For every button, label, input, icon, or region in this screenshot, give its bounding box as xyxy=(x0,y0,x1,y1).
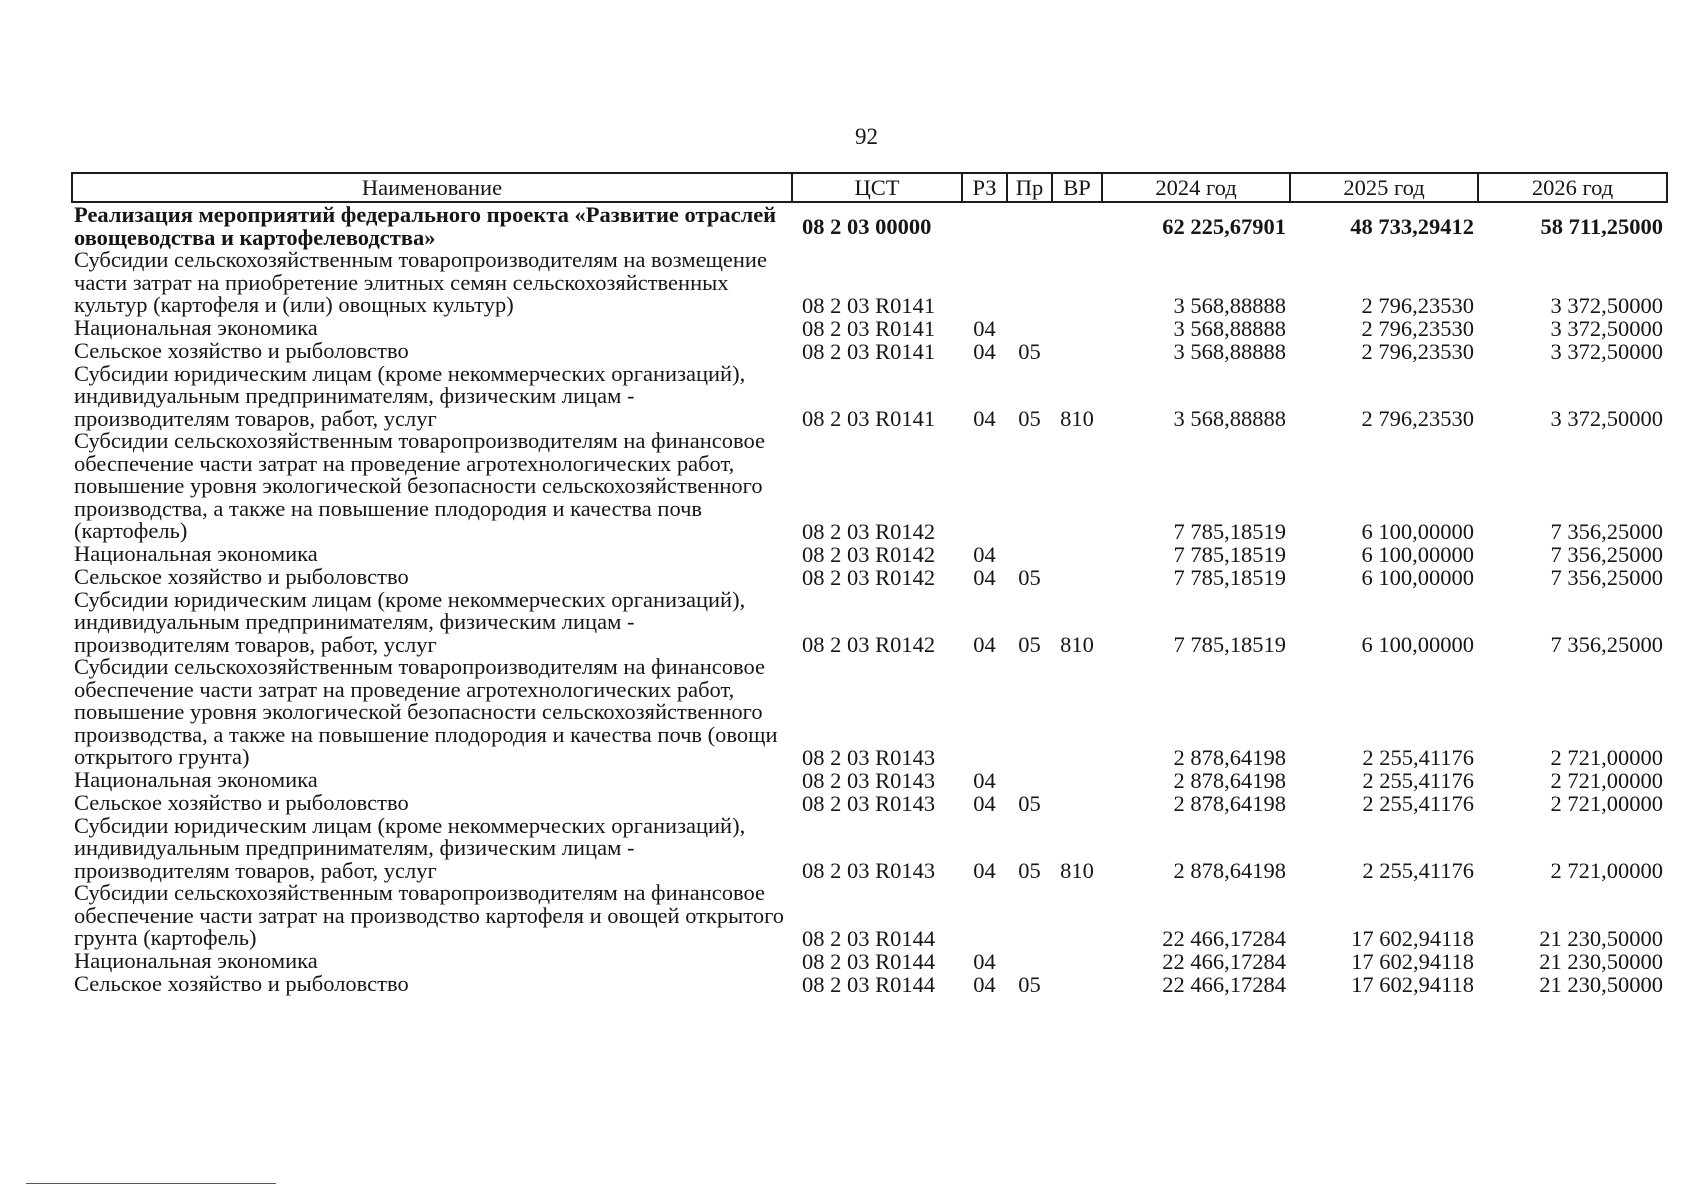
footer-rule xyxy=(26,1183,276,1184)
table-row xyxy=(72,589,1667,657)
table-body xyxy=(72,202,1667,996)
row-2024: 22 466,17284 xyxy=(1162,925,1286,951)
row-2024: 2 878,64198 xyxy=(1173,744,1286,770)
row-vr: 810 xyxy=(1060,858,1094,883)
row-rz: 04 xyxy=(973,632,996,657)
table-row xyxy=(72,973,1667,996)
row-rz: 04 xyxy=(973,541,996,567)
row-pr xyxy=(1007,543,1052,566)
row-rz: 04 xyxy=(973,790,996,816)
table-row xyxy=(72,792,1667,815)
row-2026: 2 721,00000 xyxy=(1550,858,1663,883)
row-pr: 05 xyxy=(1018,406,1041,431)
row-vr xyxy=(1052,656,1102,769)
row-2026: 7 356,25000 xyxy=(1550,564,1663,590)
row-name: Национальная экономика xyxy=(74,767,318,792)
row-cst: 08 2 03 R0141 xyxy=(802,406,936,431)
row-pr: 05 xyxy=(1018,564,1041,590)
row-rz: 04 xyxy=(973,338,996,364)
row-2026: 3 372,50000 xyxy=(1550,292,1663,318)
row-2025: 6 100,00000 xyxy=(1361,632,1474,657)
row-pr xyxy=(1007,769,1052,792)
row-2026: 2 721,00000 xyxy=(1550,767,1663,793)
row-rz xyxy=(962,656,1007,769)
row-pr xyxy=(1007,882,1052,950)
row-rz xyxy=(962,430,1007,543)
row-cst: 08 2 03 R0143 xyxy=(802,744,936,770)
row-name: Субсидии сельскохозяйственным товаропроизводителям на финансовое обеспечение части затрат на проведение агротехнологических работ, повышение уровня экологической безопасности сельскохозяйственного производства, а также на повышение плодородия и качества почв (картофель) xyxy=(74,428,765,543)
row-rz xyxy=(962,202,1007,249)
row-cst: 08 2 03 R0144 xyxy=(802,948,936,974)
row-2026: 7 356,25000 xyxy=(1550,541,1663,567)
row-rz: 04 xyxy=(973,406,996,431)
row-2025: 6 100,00000 xyxy=(1361,541,1474,567)
row-2025: 2 796,23530 xyxy=(1361,292,1474,318)
row-name: Субсидии сельскохозяйственным товаропроизводителям на возмещение части затрат на приобретение элитных семян сельскохозяйственных культур (картофеля и (или) овощных культур) xyxy=(74,247,767,317)
row-2026: 58 711,25000 xyxy=(1540,213,1663,239)
row-cst: 08 2 03 R0143 xyxy=(802,767,936,793)
table-row xyxy=(72,815,1667,883)
row-vr xyxy=(1052,340,1102,363)
row-2024: 22 466,17284 xyxy=(1162,948,1286,974)
row-rz: 04 xyxy=(973,315,996,341)
table-row xyxy=(72,430,1667,543)
row-2025: 17 602,94118 xyxy=(1351,925,1474,951)
row-rz: 04 xyxy=(973,971,996,997)
row-vr: 810 xyxy=(1060,632,1094,657)
row-rz: 04 xyxy=(973,767,996,793)
row-pr: 05 xyxy=(1018,858,1041,883)
table-row xyxy=(72,656,1667,769)
row-2025: 17 602,94118 xyxy=(1351,948,1474,974)
table-row xyxy=(72,882,1667,950)
row-vr xyxy=(1052,202,1102,249)
table-row xyxy=(72,317,1667,340)
row-cst: 08 2 03 00000 xyxy=(802,213,932,239)
row-cst: 08 2 03 R0143 xyxy=(802,790,936,816)
row-2026: 3 372,50000 xyxy=(1550,315,1663,341)
table-row xyxy=(72,340,1667,363)
row-name: Сельское хозяйство и рыболовство xyxy=(74,790,409,815)
row-2025: 2 796,23530 xyxy=(1361,338,1474,364)
row-2024: 22 466,17284 xyxy=(1162,971,1286,997)
row-name: Национальная экономика xyxy=(74,315,318,340)
row-2024: 3 568,88888 xyxy=(1173,338,1286,364)
row-2025: 2 255,41176 xyxy=(1362,790,1474,816)
row-name: Сельское хозяйство и рыболовство xyxy=(74,971,409,996)
row-2024: 7 785,18519 xyxy=(1173,564,1286,590)
row-cst: 08 2 03 R0142 xyxy=(802,541,936,567)
header-pr: Пр xyxy=(1007,173,1052,202)
header-2026: 2026 год xyxy=(1478,173,1667,202)
header-row xyxy=(72,173,1667,202)
row-pr: 05 xyxy=(1018,971,1041,997)
row-pr xyxy=(1007,430,1052,543)
row-vr xyxy=(1052,317,1102,340)
row-cst: 08 2 03 R0144 xyxy=(802,971,936,997)
row-2024: 62 225,67901 xyxy=(1162,213,1286,239)
row-vr xyxy=(1052,430,1102,543)
row-2026: 7 356,25000 xyxy=(1550,518,1663,544)
table-row xyxy=(72,950,1667,973)
table-row xyxy=(72,202,1667,249)
row-2026: 21 230,50000 xyxy=(1539,925,1663,951)
row-vr xyxy=(1052,249,1102,317)
row-2024: 3 568,88888 xyxy=(1173,315,1286,341)
row-name: Субсидии юридическим лицам (кроме некоммерческих организаций), индивидуальным предпринимателям, физическим лицам - производителям товаров, работ, услуг xyxy=(74,812,746,883)
row-2025: 6 100,00000 xyxy=(1361,564,1474,590)
table-header xyxy=(72,173,1667,202)
row-2026: 2 721,00000 xyxy=(1550,744,1663,770)
header-name: Наименование xyxy=(72,173,792,202)
table-row xyxy=(72,543,1667,566)
row-rz: 04 xyxy=(973,948,996,974)
row-vr xyxy=(1052,973,1102,996)
row-cst: 08 2 03 R0144 xyxy=(802,925,936,951)
row-name: Реализация мероприятий федерального проекта «Развитие отраслей овощеводства и картофелеводства» xyxy=(74,202,777,250)
row-2024: 3 568,88888 xyxy=(1173,406,1286,431)
row-vr xyxy=(1052,566,1102,589)
row-cst: 08 2 03 R0141 xyxy=(802,292,936,318)
row-cst: 08 2 03 R0142 xyxy=(802,632,936,657)
header-cst: ЦСТ xyxy=(792,173,962,202)
row-cst: 08 2 03 R0142 xyxy=(802,518,936,544)
row-name: Субсидии сельскохозяйственным товаропроизводителям на финансовое обеспечение части затрат на производство картофеля и овощей открытого грунта (картофель) xyxy=(74,880,784,950)
row-name: Сельское хозяйство и рыболовство xyxy=(74,564,409,589)
row-vr xyxy=(1052,882,1102,950)
header-2024: 2024 год xyxy=(1102,173,1290,202)
row-2025: 2 255,41176 xyxy=(1362,767,1474,793)
row-pr: 05 xyxy=(1018,338,1041,364)
row-2024: 7 785,18519 xyxy=(1173,632,1286,657)
header-vr: ВР xyxy=(1052,173,1102,202)
row-2025: 17 602,94118 xyxy=(1351,971,1474,997)
row-name: Субсидии юридическим лицам (кроме некоммерческих организаций), индивидуальным предпринимателям, физическим лицам - производителям товаров, работ, услуг xyxy=(74,360,746,431)
row-cst: 08 2 03 R0141 xyxy=(802,338,936,364)
row-cst: 08 2 03 R0143 xyxy=(802,858,936,883)
row-vr: 810 xyxy=(1060,406,1094,431)
row-pr xyxy=(1007,950,1052,973)
row-pr: 05 xyxy=(1018,632,1041,657)
row-2026: 2 721,00000 xyxy=(1550,790,1663,816)
table-row xyxy=(72,769,1667,792)
row-rz: 04 xyxy=(973,858,996,883)
row-2025: 2 796,23530 xyxy=(1361,406,1474,431)
row-2025: 2 796,23530 xyxy=(1361,315,1474,341)
row-vr xyxy=(1052,950,1102,973)
row-rz xyxy=(962,249,1007,317)
row-name: Субсидии сельскохозяйственным товаропроизводителям на финансовое обеспечение части затрат на проведение агротехнологических работ, повышение уровня экологической безопасности сельскохозяйственного производства, а также на повышение плодородия и качества почв (овощи открытого грунта) xyxy=(74,654,778,769)
row-vr xyxy=(1052,792,1102,815)
row-2026: 3 372,50000 xyxy=(1550,338,1663,364)
row-pr: 05 xyxy=(1018,790,1041,816)
header-rz: РЗ xyxy=(962,173,1007,202)
row-2024: 7 785,18519 xyxy=(1173,518,1286,544)
row-2026: 21 230,50000 xyxy=(1539,948,1663,974)
row-2026: 3 372,50000 xyxy=(1550,406,1663,431)
row-rz xyxy=(962,882,1007,950)
row-cst: 08 2 03 R0141 xyxy=(802,315,936,341)
row-2024: 3 568,88888 xyxy=(1173,292,1286,318)
table-row xyxy=(72,363,1667,431)
row-2024: 2 878,64198 xyxy=(1173,767,1286,793)
row-2024: 2 878,64198 xyxy=(1173,858,1286,883)
row-name: Национальная экономика xyxy=(74,541,318,566)
row-2024: 7 785,18519 xyxy=(1173,541,1286,567)
row-pr xyxy=(1007,249,1052,317)
table-row xyxy=(72,566,1667,589)
row-vr xyxy=(1052,769,1102,792)
row-rz: 04 xyxy=(973,564,996,590)
table-row xyxy=(72,249,1667,317)
page-number: 92 xyxy=(855,124,878,149)
row-pr xyxy=(1007,656,1052,769)
row-2026: 7 356,25000 xyxy=(1550,632,1663,657)
row-2025: 6 100,00000 xyxy=(1361,518,1474,544)
row-2025: 48 733,29412 xyxy=(1350,213,1474,239)
row-name: Субсидии юридическим лицам (кроме некоммерческих организаций), индивидуальным предпринимателям, физическим лицам - производителям товаров, работ, услуг xyxy=(74,586,746,657)
row-vr xyxy=(1052,543,1102,566)
row-cst: 08 2 03 R0142 xyxy=(802,564,936,590)
row-pr xyxy=(1007,317,1052,340)
row-name: Национальная экономика xyxy=(74,948,318,973)
header-2025: 2025 год xyxy=(1290,173,1478,202)
row-2026: 21 230,50000 xyxy=(1539,971,1663,997)
budget-table xyxy=(71,172,1668,996)
row-2025: 2 255,41176 xyxy=(1362,744,1474,770)
row-pr xyxy=(1007,202,1052,249)
row-name: Сельское хозяйство и рыболовство xyxy=(74,338,409,363)
row-2025: 2 255,41176 xyxy=(1362,858,1474,883)
row-2024: 2 878,64198 xyxy=(1173,790,1286,816)
